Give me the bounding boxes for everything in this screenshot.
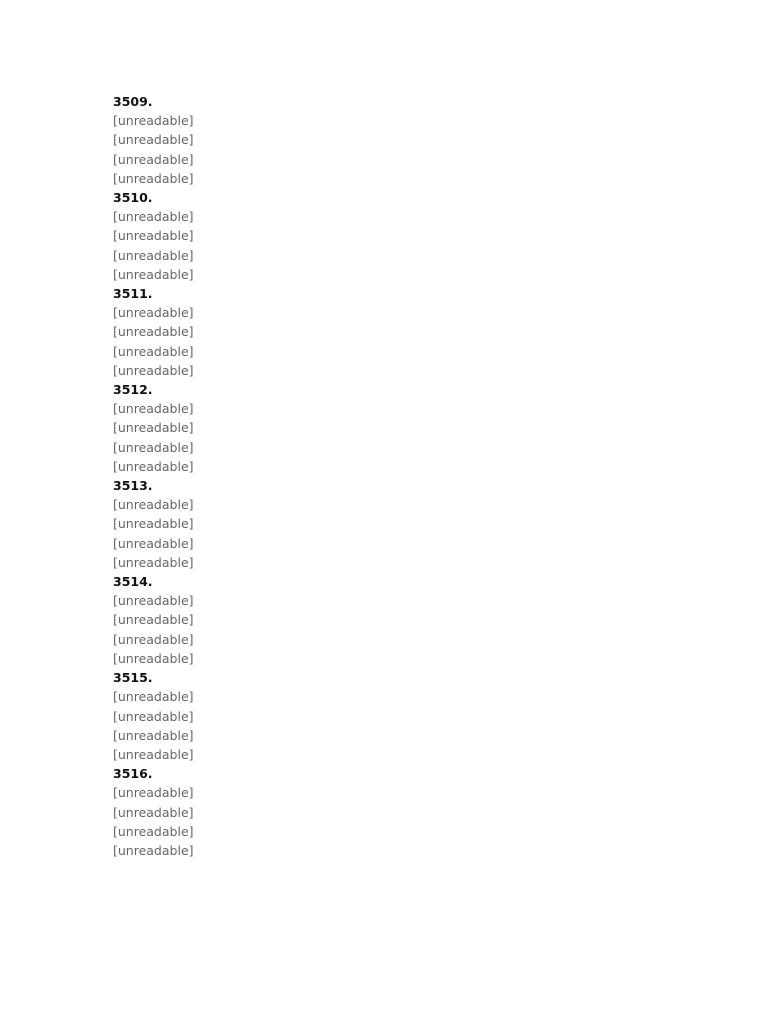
verse-line: [unreadable] xyxy=(113,458,194,474)
verse-line: [unreadable] xyxy=(113,247,194,263)
verse-line: [unreadable] xyxy=(113,708,194,724)
verse-number: 3512. xyxy=(113,382,153,398)
verse xyxy=(113,188,653,284)
verse-number: 3514. xyxy=(113,574,153,590)
verse-line: [unreadable] xyxy=(113,266,194,282)
verse-number: 3513. xyxy=(113,478,153,494)
verse xyxy=(113,284,653,380)
verse-line: [unreadable] xyxy=(113,151,194,167)
verse-number: 3511. xyxy=(113,286,153,302)
verse xyxy=(113,764,653,860)
verse-number: 3516. xyxy=(113,766,153,782)
verse-line: [unreadable] xyxy=(113,842,194,858)
verse-line: [unreadable] xyxy=(113,132,194,148)
verse-number: 3509. xyxy=(113,94,153,109)
verse-line: [unreadable] xyxy=(113,535,194,551)
verse-line: [unreadable] xyxy=(113,324,194,340)
verse-line: [unreadable] xyxy=(113,209,194,225)
verse xyxy=(113,572,653,668)
verse-line: [unreadable] xyxy=(113,689,194,705)
verse-number: 3510. xyxy=(113,190,153,206)
verse-line: [unreadable] xyxy=(113,343,194,359)
verse-line: [unreadable] xyxy=(113,650,194,666)
verse-line: [unreadable] xyxy=(113,228,194,244)
verse-line: [unreadable] xyxy=(113,170,194,186)
verse-line: [unreadable] xyxy=(113,420,194,436)
document-page xyxy=(113,92,653,860)
verse-line: [unreadable] xyxy=(113,612,194,628)
verse-line: [unreadable] xyxy=(113,593,194,609)
verse-line: [unreadable] xyxy=(113,746,194,762)
verse-line: [unreadable] xyxy=(113,401,194,417)
verse-line: [unreadable] xyxy=(113,785,194,801)
verse xyxy=(113,380,653,476)
verse xyxy=(113,92,653,188)
verse xyxy=(113,668,653,764)
verse-line: [unreadable] xyxy=(113,305,194,321)
verse-line: [unreadable] xyxy=(113,823,194,839)
verse-line: [unreadable] xyxy=(113,631,194,647)
verse-line: [unreadable] xyxy=(113,362,194,378)
verse-line: [unreadable] xyxy=(113,516,194,532)
verse-line: [unreadable] xyxy=(113,804,194,820)
verse-line: [unreadable] xyxy=(113,554,194,570)
verse-line: [unreadable] xyxy=(113,497,194,513)
verse-line: [unreadable] xyxy=(113,113,194,129)
verse xyxy=(113,476,653,572)
verse-number: 3515. xyxy=(113,670,153,686)
verse-line: [unreadable] xyxy=(113,439,194,455)
verse-line: [unreadable] xyxy=(113,727,194,743)
